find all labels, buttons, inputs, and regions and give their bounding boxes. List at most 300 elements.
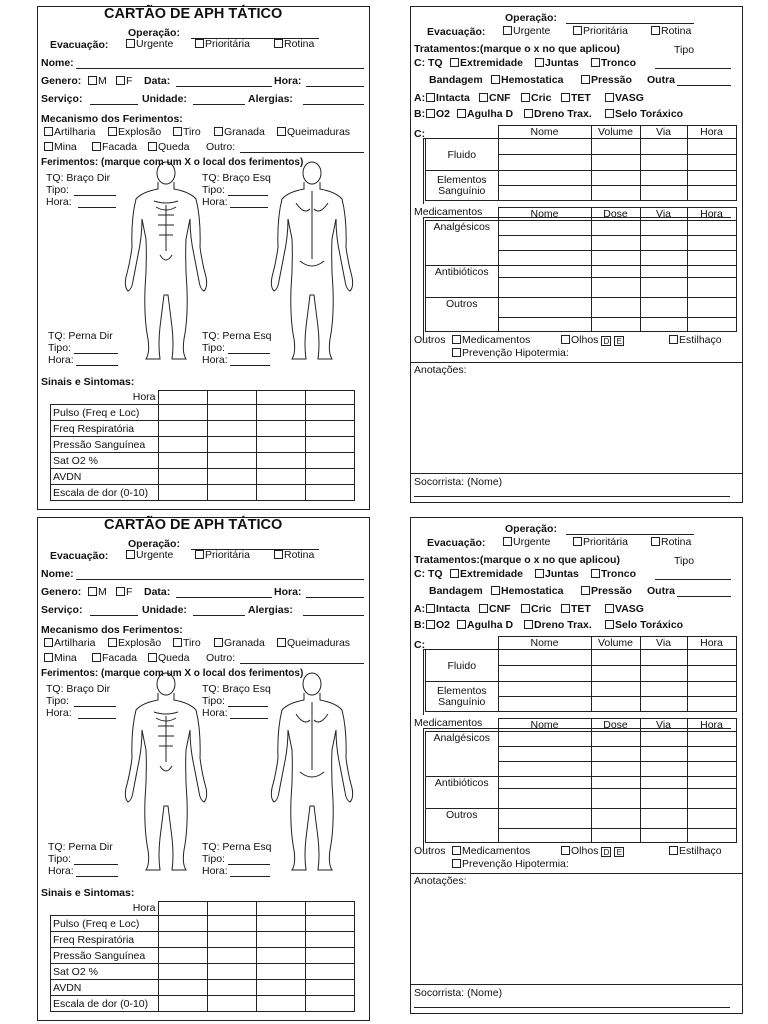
cell[interactable] bbox=[498, 278, 591, 298]
checkbox[interactable] bbox=[44, 638, 53, 647]
mec-explosao[interactable] bbox=[108, 126, 161, 138]
checkbox[interactable] bbox=[561, 846, 570, 855]
sinais-cell[interactable] bbox=[158, 932, 207, 948]
prevencao-option[interactable] bbox=[452, 347, 569, 359]
operacao-field[interactable] bbox=[566, 23, 694, 24]
checkbox[interactable] bbox=[503, 537, 512, 546]
cell[interactable] bbox=[591, 318, 640, 332]
mec-mina[interactable] bbox=[44, 141, 77, 153]
checkbox[interactable] bbox=[92, 653, 101, 662]
cell[interactable] bbox=[640, 732, 687, 747]
cell[interactable] bbox=[591, 298, 640, 318]
sinais-cell[interactable] bbox=[158, 469, 207, 485]
checkbox[interactable] bbox=[605, 604, 614, 613]
checkbox[interactable] bbox=[274, 39, 283, 48]
checkbox[interactable] bbox=[88, 587, 97, 596]
hora-small-field[interactable] bbox=[230, 207, 268, 208]
socorrista-field[interactable] bbox=[414, 1007, 730, 1008]
sinais-cell[interactable] bbox=[305, 405, 354, 421]
nome-field[interactable] bbox=[76, 579, 364, 580]
cell[interactable] bbox=[640, 221, 687, 236]
cell[interactable] bbox=[640, 666, 687, 682]
sinais-cell[interactable] bbox=[256, 453, 305, 469]
checkbox[interactable] bbox=[457, 620, 466, 629]
sinais-cell[interactable] bbox=[207, 948, 256, 964]
genero-f[interactable] bbox=[116, 75, 132, 87]
cell[interactable] bbox=[591, 777, 640, 789]
sinais-cell[interactable] bbox=[256, 964, 305, 980]
checkbox[interactable] bbox=[274, 550, 283, 559]
cell[interactable] bbox=[687, 251, 736, 266]
sinais-cell[interactable] bbox=[256, 948, 305, 964]
checkbox[interactable] bbox=[669, 846, 678, 855]
cell[interactable] bbox=[687, 666, 736, 682]
genero-m[interactable] bbox=[88, 75, 107, 87]
a-tet[interactable] bbox=[561, 603, 591, 615]
cell[interactable] bbox=[687, 221, 736, 236]
alergias-field[interactable] bbox=[303, 104, 364, 105]
body-front-figure[interactable] bbox=[120, 670, 212, 875]
olhos-option[interactable] bbox=[561, 845, 624, 857]
evac-urgente[interactable] bbox=[126, 549, 173, 561]
mec-mina[interactable] bbox=[44, 652, 77, 664]
sinais-cell[interactable] bbox=[305, 932, 354, 948]
checkbox[interactable] bbox=[669, 335, 678, 344]
evac-rotina[interactable] bbox=[651, 25, 691, 37]
cell[interactable] bbox=[591, 236, 640, 251]
checkbox[interactable] bbox=[452, 859, 461, 868]
sinais-cell[interactable] bbox=[256, 980, 305, 996]
cell[interactable] bbox=[591, 697, 640, 712]
sinais-cell[interactable] bbox=[207, 421, 256, 437]
cell[interactable] bbox=[687, 697, 736, 712]
checkbox[interactable] bbox=[452, 348, 461, 357]
evac-rotina[interactable] bbox=[651, 536, 691, 548]
sinais-cell[interactable] bbox=[207, 964, 256, 980]
cell[interactable] bbox=[498, 266, 591, 278]
b-o2[interactable] bbox=[426, 108, 450, 120]
socorrista-field[interactable] bbox=[414, 496, 730, 497]
c-extremidade[interactable] bbox=[450, 57, 523, 69]
anotacoes-area[interactable] bbox=[411, 377, 742, 472]
cell[interactable] bbox=[498, 221, 591, 236]
anotacoes-area[interactable] bbox=[411, 888, 742, 983]
cell[interactable] bbox=[640, 762, 687, 777]
cell[interactable] bbox=[687, 318, 736, 332]
sinais-cell[interactable] bbox=[158, 916, 207, 932]
sinais-cell[interactable] bbox=[207, 453, 256, 469]
operacao-field[interactable] bbox=[566, 534, 694, 535]
cell[interactable] bbox=[591, 139, 640, 155]
cell[interactable] bbox=[591, 650, 640, 666]
evac-prioritaria[interactable] bbox=[195, 38, 250, 50]
checkbox[interactable] bbox=[426, 109, 435, 118]
tipo-field[interactable] bbox=[74, 864, 118, 865]
sinais-cell[interactable] bbox=[207, 980, 256, 996]
outros-medicamentos[interactable] bbox=[452, 334, 530, 346]
a-intacta[interactable] bbox=[426, 92, 470, 104]
evac-rotina[interactable] bbox=[274, 38, 314, 50]
cell[interactable] bbox=[640, 777, 687, 789]
sinais-cell[interactable] bbox=[305, 980, 354, 996]
tipo-field[interactable] bbox=[228, 706, 268, 707]
cell[interactable] bbox=[640, 747, 687, 762]
prevencao-option[interactable] bbox=[452, 858, 569, 870]
a-cnf[interactable] bbox=[479, 92, 511, 104]
checkbox[interactable] bbox=[651, 26, 660, 35]
sinais-cell[interactable] bbox=[256, 902, 305, 916]
cell[interactable] bbox=[498, 732, 591, 747]
cell[interactable] bbox=[498, 762, 591, 777]
cell[interactable] bbox=[687, 278, 736, 298]
b-dreno[interactable] bbox=[524, 108, 592, 120]
checkbox[interactable] bbox=[426, 93, 435, 102]
cell[interactable] bbox=[498, 829, 591, 843]
cell[interactable] bbox=[498, 682, 591, 697]
checkbox[interactable] bbox=[195, 550, 204, 559]
mec-queda[interactable] bbox=[148, 652, 190, 664]
hora-field[interactable] bbox=[306, 597, 364, 598]
cell[interactable] bbox=[591, 732, 640, 747]
cell[interactable] bbox=[498, 650, 591, 666]
cell[interactable] bbox=[591, 829, 640, 843]
cell[interactable] bbox=[640, 278, 687, 298]
cell[interactable] bbox=[591, 186, 640, 201]
olho-e-box[interactable]: E bbox=[614, 336, 624, 346]
checkbox[interactable] bbox=[173, 127, 182, 136]
a-vasg[interactable] bbox=[605, 92, 644, 104]
outros-medicamentos[interactable] bbox=[452, 845, 530, 857]
checkbox[interactable] bbox=[88, 76, 97, 85]
cell[interactable] bbox=[687, 139, 736, 155]
c-tronco[interactable] bbox=[591, 568, 636, 580]
sinais-cell[interactable] bbox=[158, 996, 207, 1012]
sinais-cell[interactable] bbox=[305, 948, 354, 964]
checkbox[interactable] bbox=[214, 638, 223, 647]
cell[interactable] bbox=[640, 171, 687, 186]
unidade-field[interactable] bbox=[193, 104, 245, 105]
sinais-cell[interactable] bbox=[256, 916, 305, 932]
c-juntas[interactable] bbox=[535, 57, 579, 69]
cell[interactable] bbox=[591, 155, 640, 171]
cell[interactable] bbox=[640, 650, 687, 666]
estilhaco-option[interactable] bbox=[669, 334, 722, 346]
cell[interactable] bbox=[640, 186, 687, 201]
cell[interactable] bbox=[591, 682, 640, 697]
olho-d-box[interactable]: D bbox=[601, 847, 611, 857]
cell[interactable] bbox=[591, 789, 640, 809]
sinais-cell[interactable] bbox=[207, 916, 256, 932]
cell[interactable] bbox=[687, 155, 736, 171]
hora-small-field[interactable] bbox=[230, 876, 270, 877]
cell[interactable] bbox=[640, 251, 687, 266]
hora-small-field[interactable] bbox=[78, 718, 116, 719]
sinais-cell[interactable] bbox=[158, 948, 207, 964]
tipo-field[interactable] bbox=[655, 579, 731, 580]
cell[interactable] bbox=[591, 266, 640, 278]
cell[interactable] bbox=[591, 666, 640, 682]
unidade-field[interactable] bbox=[193, 615, 245, 616]
checkbox[interactable] bbox=[116, 587, 125, 596]
cell[interactable] bbox=[498, 666, 591, 682]
tipo-field[interactable] bbox=[228, 353, 270, 354]
evac-prioritaria[interactable] bbox=[195, 549, 250, 561]
outro-field[interactable] bbox=[240, 663, 364, 664]
sinais-cell[interactable] bbox=[305, 453, 354, 469]
hora-small-field[interactable] bbox=[230, 718, 268, 719]
checkbox[interactable] bbox=[452, 335, 461, 344]
cell[interactable] bbox=[640, 697, 687, 712]
evac-urgente[interactable] bbox=[503, 25, 550, 37]
checkbox[interactable] bbox=[535, 58, 544, 67]
a-cnf[interactable] bbox=[479, 603, 511, 615]
checkbox[interactable] bbox=[457, 109, 466, 118]
mec-explosao[interactable] bbox=[108, 637, 161, 649]
checkbox[interactable] bbox=[426, 620, 435, 629]
cell[interactable] bbox=[687, 732, 736, 747]
checkbox[interactable] bbox=[44, 142, 53, 151]
genero-m[interactable] bbox=[88, 586, 107, 598]
checkbox[interactable] bbox=[524, 620, 533, 629]
sinais-cell[interactable] bbox=[256, 421, 305, 437]
cell[interactable] bbox=[687, 171, 736, 186]
sinais-cell[interactable] bbox=[305, 996, 354, 1012]
checkbox[interactable] bbox=[92, 142, 101, 151]
body-back-figure[interactable] bbox=[266, 670, 358, 875]
data-field[interactable] bbox=[176, 86, 272, 87]
cell[interactable] bbox=[640, 809, 687, 829]
b-dreno[interactable] bbox=[524, 619, 592, 631]
cell[interactable] bbox=[591, 171, 640, 186]
sinais-cell[interactable] bbox=[158, 421, 207, 437]
checkbox[interactable] bbox=[591, 58, 600, 67]
sinais-cell[interactable] bbox=[207, 996, 256, 1012]
alergias-field[interactable] bbox=[303, 615, 364, 616]
sinais-cell[interactable] bbox=[305, 437, 354, 453]
hora-field[interactable] bbox=[306, 86, 364, 87]
checkbox[interactable] bbox=[521, 604, 530, 613]
tipo-field[interactable] bbox=[74, 195, 116, 196]
cell[interactable] bbox=[687, 298, 736, 318]
cell[interactable] bbox=[640, 266, 687, 278]
checkbox[interactable] bbox=[591, 569, 600, 578]
sinais-cell[interactable] bbox=[305, 964, 354, 980]
c-tronco[interactable] bbox=[591, 57, 636, 69]
cell[interactable] bbox=[640, 789, 687, 809]
checkbox[interactable] bbox=[195, 39, 204, 48]
sinais-cell[interactable] bbox=[207, 391, 256, 405]
sinais-cell[interactable] bbox=[256, 996, 305, 1012]
checkbox[interactable] bbox=[605, 109, 614, 118]
checkbox[interactable] bbox=[524, 109, 533, 118]
mec-facada[interactable] bbox=[92, 141, 137, 153]
mec-queimaduras[interactable] bbox=[277, 637, 350, 649]
cell[interactable] bbox=[687, 266, 736, 278]
checkbox[interactable] bbox=[277, 127, 286, 136]
checkbox[interactable] bbox=[426, 604, 435, 613]
a-vasg[interactable] bbox=[605, 603, 644, 615]
sinais-cell[interactable] bbox=[305, 485, 354, 501]
band-outra-field[interactable] bbox=[677, 85, 731, 86]
cell[interactable] bbox=[498, 318, 591, 332]
cell[interactable] bbox=[591, 809, 640, 829]
hora-small-field[interactable] bbox=[78, 207, 116, 208]
band-outra-field[interactable] bbox=[677, 596, 731, 597]
checkbox[interactable] bbox=[605, 620, 614, 629]
hora-small-field[interactable] bbox=[230, 365, 270, 366]
checkbox[interactable] bbox=[573, 26, 582, 35]
checkbox[interactable] bbox=[561, 335, 570, 344]
evac-prioritaria[interactable] bbox=[573, 536, 628, 548]
checkbox[interactable] bbox=[651, 537, 660, 546]
sinais-cell[interactable] bbox=[158, 485, 207, 501]
sinais-cell[interactable] bbox=[305, 469, 354, 485]
evac-urgente[interactable] bbox=[126, 38, 173, 50]
cell[interactable] bbox=[640, 829, 687, 843]
cell[interactable] bbox=[498, 697, 591, 712]
b-selo[interactable] bbox=[605, 619, 683, 631]
checkbox[interactable] bbox=[581, 586, 590, 595]
cell[interactable] bbox=[640, 155, 687, 171]
cell[interactable] bbox=[687, 809, 736, 829]
estilhaco-option[interactable] bbox=[669, 845, 722, 857]
cell[interactable] bbox=[498, 298, 591, 318]
b-agulha[interactable] bbox=[457, 108, 513, 120]
sinais-cell[interactable] bbox=[158, 453, 207, 469]
checkbox[interactable] bbox=[44, 653, 53, 662]
tipo-field[interactable] bbox=[74, 706, 116, 707]
checkbox[interactable] bbox=[479, 93, 488, 102]
cell[interactable] bbox=[687, 762, 736, 777]
sinais-cell[interactable] bbox=[256, 485, 305, 501]
checkbox[interactable] bbox=[561, 93, 570, 102]
sinais-cell[interactable] bbox=[207, 405, 256, 421]
cell[interactable] bbox=[687, 682, 736, 697]
checkbox[interactable] bbox=[491, 586, 500, 595]
a-cric[interactable] bbox=[521, 92, 551, 104]
sinais-cell[interactable] bbox=[207, 902, 256, 916]
sinais-cell[interactable] bbox=[305, 916, 354, 932]
cell[interactable] bbox=[498, 236, 591, 251]
c-extremidade[interactable] bbox=[450, 568, 523, 580]
cell[interactable] bbox=[640, 682, 687, 697]
checkbox[interactable] bbox=[126, 39, 135, 48]
tipo-field[interactable] bbox=[74, 353, 118, 354]
band-hemostatica[interactable] bbox=[491, 585, 563, 597]
cell[interactable] bbox=[498, 747, 591, 762]
a-intacta[interactable] bbox=[426, 603, 470, 615]
nome-field[interactable] bbox=[76, 68, 364, 69]
cell[interactable] bbox=[591, 221, 640, 236]
band-pressao[interactable] bbox=[581, 74, 632, 86]
checkbox[interactable] bbox=[491, 75, 500, 84]
cell[interactable] bbox=[687, 186, 736, 201]
cell[interactable] bbox=[640, 236, 687, 251]
checkbox[interactable] bbox=[450, 569, 459, 578]
cell[interactable] bbox=[591, 251, 640, 266]
cell[interactable] bbox=[498, 777, 591, 789]
olhos-option[interactable] bbox=[561, 334, 624, 346]
cell[interactable] bbox=[640, 298, 687, 318]
checkbox[interactable] bbox=[535, 569, 544, 578]
checkbox[interactable] bbox=[108, 638, 117, 647]
cell[interactable] bbox=[640, 139, 687, 155]
mec-tiro[interactable] bbox=[173, 126, 201, 138]
checkbox[interactable] bbox=[108, 127, 117, 136]
tipo-field[interactable] bbox=[228, 864, 270, 865]
c-juntas[interactable] bbox=[535, 568, 579, 580]
b-o2[interactable] bbox=[426, 619, 450, 631]
mec-granada[interactable] bbox=[214, 126, 265, 138]
evac-urgente[interactable] bbox=[503, 536, 550, 548]
outro-field[interactable] bbox=[240, 152, 364, 153]
sinais-cell[interactable] bbox=[256, 932, 305, 948]
cell[interactable] bbox=[687, 747, 736, 762]
evac-rotina[interactable] bbox=[274, 549, 314, 561]
band-pressao[interactable] bbox=[581, 585, 632, 597]
sinais-cell[interactable] bbox=[207, 485, 256, 501]
sinais-cell[interactable] bbox=[158, 391, 207, 405]
a-cric[interactable] bbox=[521, 603, 551, 615]
cell[interactable] bbox=[687, 789, 736, 809]
checkbox[interactable] bbox=[450, 58, 459, 67]
cell[interactable] bbox=[687, 236, 736, 251]
servico-field[interactable] bbox=[90, 615, 138, 616]
mec-tiro[interactable] bbox=[173, 637, 201, 649]
data-field[interactable] bbox=[176, 597, 272, 598]
checkbox[interactable] bbox=[479, 604, 488, 613]
checkbox[interactable] bbox=[44, 127, 53, 136]
sinais-cell[interactable] bbox=[158, 980, 207, 996]
checkbox[interactable] bbox=[148, 653, 157, 662]
mec-queimaduras[interactable] bbox=[277, 126, 350, 138]
cell[interactable] bbox=[498, 809, 591, 829]
sinais-cell[interactable] bbox=[158, 964, 207, 980]
tipo-field[interactable] bbox=[228, 195, 268, 196]
checkbox[interactable] bbox=[573, 537, 582, 546]
cell[interactable] bbox=[498, 171, 591, 186]
cell[interactable] bbox=[591, 278, 640, 298]
cell[interactable] bbox=[591, 747, 640, 762]
mec-artilharia[interactable] bbox=[44, 637, 95, 649]
servico-field[interactable] bbox=[90, 104, 138, 105]
hora-small-field[interactable] bbox=[76, 876, 118, 877]
band-hemostatica[interactable] bbox=[491, 74, 563, 86]
checkbox[interactable] bbox=[214, 127, 223, 136]
checkbox[interactable] bbox=[503, 26, 512, 35]
sinais-cell[interactable] bbox=[256, 405, 305, 421]
evac-prioritaria[interactable] bbox=[573, 25, 628, 37]
sinais-cell[interactable] bbox=[256, 469, 305, 485]
tipo-field[interactable] bbox=[655, 68, 731, 69]
checkbox[interactable] bbox=[521, 93, 530, 102]
sinais-cell[interactable] bbox=[158, 437, 207, 453]
sinais-cell[interactable] bbox=[207, 437, 256, 453]
cell[interactable] bbox=[640, 318, 687, 332]
sinais-cell[interactable] bbox=[207, 469, 256, 485]
checkbox[interactable] bbox=[148, 142, 157, 151]
checkbox[interactable] bbox=[605, 93, 614, 102]
sinais-cell[interactable] bbox=[256, 391, 305, 405]
body-front-figure[interactable] bbox=[120, 159, 212, 364]
cell[interactable] bbox=[687, 650, 736, 666]
cell[interactable] bbox=[498, 139, 591, 155]
sinais-cell[interactable] bbox=[207, 932, 256, 948]
olho-d-box[interactable]: D bbox=[601, 336, 611, 346]
mec-queda[interactable] bbox=[148, 141, 190, 153]
a-tet[interactable] bbox=[561, 92, 591, 104]
cell[interactable] bbox=[687, 777, 736, 789]
